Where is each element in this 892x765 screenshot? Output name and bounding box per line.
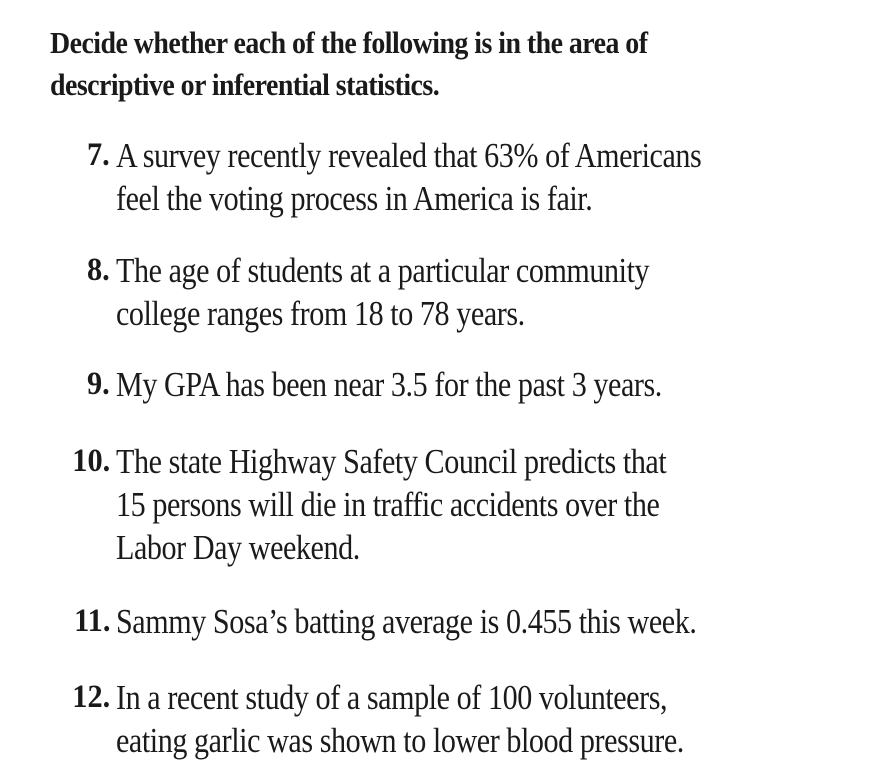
problem-text-line: Sammy Sosa’s batting average is 0.455 this week.	[116, 602, 697, 641]
problem-number: 9.	[87, 366, 110, 402]
problem-text-line: The age of students at a particular community	[116, 251, 650, 290]
problem-text-line: eating garlic was shown to lower blood pressure.	[116, 721, 684, 760]
problem-number: 10.	[72, 443, 110, 479]
problem-text-line: Labor Day weekend.	[116, 528, 360, 567]
problem-text-line: 15 persons will die in traffic accidents over the	[116, 485, 660, 524]
problem-text	[116, 363, 856, 406]
problem-text	[116, 134, 856, 220]
problem-text-line: The state Highway Safety Council predicts that	[116, 442, 667, 481]
instructions-line: Decide whether each of the following is in the area of	[50, 25, 648, 60]
exercise-instructions	[50, 22, 869, 106]
problem-text-line: In a recent study of a sample of 100 volunteers,	[116, 678, 668, 717]
problem-number: 7.	[87, 137, 110, 173]
problem-text-line: feel the voting process in America is fair.	[116, 179, 593, 218]
problem-number: 8.	[87, 252, 110, 288]
problem-text	[116, 600, 856, 643]
instructions-line: descriptive or inferential statistics.	[50, 67, 440, 102]
problem-text-line: A survey recently revealed that 63% of Americans	[116, 136, 702, 175]
problem-text-line: My GPA has been near 3.5 for the past 3 years.	[116, 365, 662, 404]
problem-text-line: college ranges from 18 to 78 years.	[116, 294, 525, 333]
problem-number: 12.	[72, 679, 110, 715]
problem-number: 11.	[73, 603, 110, 639]
problem-text	[116, 676, 856, 762]
problem-text	[116, 440, 856, 569]
problem-text	[116, 249, 856, 335]
